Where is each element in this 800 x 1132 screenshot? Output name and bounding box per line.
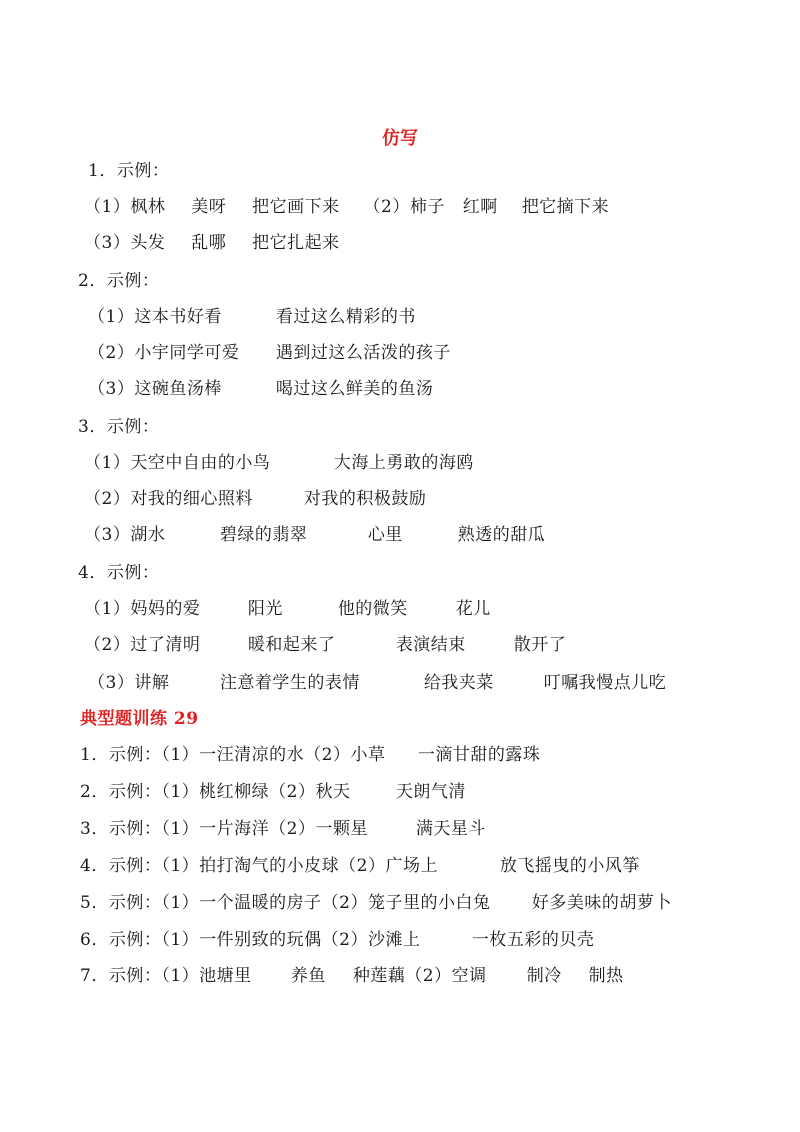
q1-label: 1．示例： [88,161,170,181]
answer-segment: 花儿 [455,599,491,619]
q3-answer-line-3 [84,524,545,546]
answer-segment: 大海上勇敢的海鸥 [333,453,474,473]
answer-segment: 把它摘下来 [521,197,610,217]
answer-segment: 他的微笑 [337,599,408,619]
section-heading: 典型题训练 29 [80,709,199,729]
q4-answer-line-1 [84,598,491,620]
answer-segment: 表演结束 [395,635,466,655]
answer-segment: （2）小宇同学可爱 [88,343,240,363]
list-item [80,744,540,766]
answer-segment: （3）这碗鱼汤棒 [88,379,222,399]
answer-segment: 熟透的甜瓜 [457,525,546,545]
answer-segment: 给我夹菜 [423,673,494,693]
answer-segment: （1）这本书好看 [88,307,222,327]
answer-segment: 好多美味的胡萝卜 [531,893,672,913]
q1-answer-line-2 [84,232,340,254]
answer-segment: （3）头发 [84,233,166,253]
answer-segment: （2）柿子 [363,197,445,217]
list-item [80,929,594,951]
answer-segment: 一滴甘甜的露珠 [417,745,541,765]
answer-segment: 把它画下来 [252,197,340,217]
answer-segment: （1）枫林 [84,197,166,217]
answer-segment: 美呀 [191,197,227,217]
answer-segment: 1．示例：（1）一汪清凉的水（2）小草 [80,745,386,765]
answer-segment: 散开了 [513,635,567,655]
q3-answer-line-1 [84,452,474,474]
answer-segment: 制热 [588,966,624,986]
answer-segment: 阳光 [247,599,283,619]
answer-segment: 喝过这么鲜美的鱼汤 [275,379,434,399]
answer-segment: 放飞摇曳的小风筝 [499,856,640,876]
q4-answer-line-3 [88,672,666,694]
q2-answer-line-2 [88,342,451,364]
answer-segment: 对我的积极鼓励 [303,489,427,509]
answer-segment: 天朗气清 [395,782,466,802]
q2-label: 2．示例： [78,271,160,291]
list-item [80,781,466,803]
q2-answer-line-1 [88,306,416,328]
list-item [80,892,672,914]
answer-segment: 5．示例：（1）一个温暖的房子（2）笼子里的小白兔 [80,893,491,913]
answer-segment: 制冷 [526,966,562,986]
answer-segment: 乱哪 [191,233,227,253]
answer-segment: 暖和起来了 [247,635,336,655]
answer-segment: 种莲藕（2）空调 [352,966,487,986]
answer-segment: 一枚五彩的贝壳 [471,930,595,950]
q3-label: 3．示例： [78,417,160,437]
answer-segment: 把它扎起来 [252,233,340,253]
answer-segment: 7．示例：（1）池塘里 [80,966,252,986]
answer-segment: 遇到过这么活泼的孩子 [275,343,451,363]
list-item [80,855,640,877]
answer-segment: 4．示例：（1）拍打淘气的小皮球（2）广场上 [80,856,438,876]
answer-segment: 心里 [367,525,403,545]
q3-answer-line-2 [84,488,426,510]
answer-segment: 看过这么精彩的书 [275,307,416,327]
answer-segment: 注意着学生的表情 [219,673,360,693]
q1-answer-line-1 [84,196,609,218]
answer-segment: （3）湖水 [84,525,166,545]
answer-segment: （2）对我的细心照料 [84,489,253,509]
answer-segment: （1）妈妈的爱 [84,599,201,619]
answer-segment: 2．示例：（1）桃红柳绿（2）秋天 [80,782,351,802]
answer-segment: （3）讲解 [88,673,170,693]
answer-segment: 满天星斗 [415,819,486,839]
answer-segment: 红啊 [462,197,498,217]
answer-segment: 3．示例：（1）一片海洋（2）一颗星 [80,819,368,839]
answer-segment: （1）天空中自由的小鸟 [84,453,271,473]
answer-segment: 叮嘱我慢点儿吃 [543,673,667,693]
q4-answer-line-2 [84,634,566,656]
q2-answer-line-3 [88,378,433,400]
answer-segment: 6．示例：（1）一件别致的玩偶（2）沙滩上 [80,930,421,950]
page-title: 仿写 [382,128,418,149]
list-item [80,818,486,840]
answer-segment: （2）过了清明 [84,635,201,655]
answer-segment: 碧绿的翡翠 [219,525,308,545]
answer-segment: 养鱼 [290,966,326,986]
list-item [80,965,624,987]
q4-label: 4．示例： [78,563,160,583]
